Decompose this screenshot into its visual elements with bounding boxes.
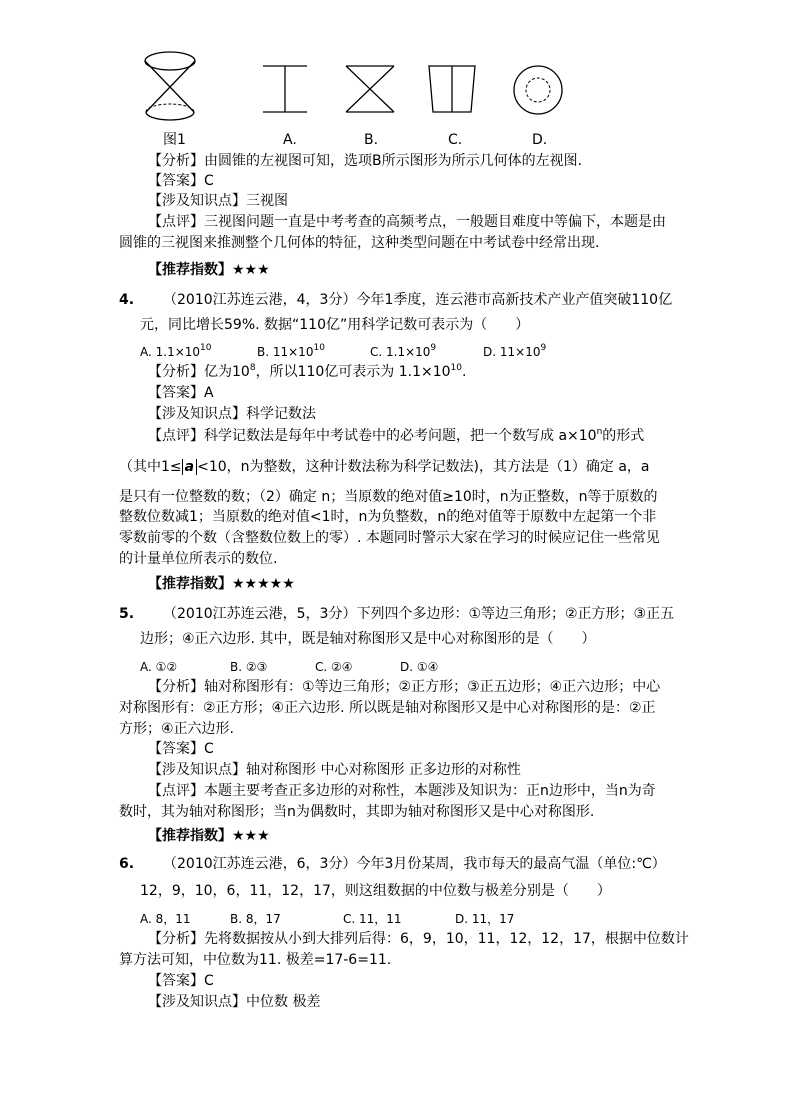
q4-option-d: D. $11\times 10^9$: [483, 343, 547, 359]
recommend-stars: ★★★: [232, 828, 270, 844]
q5-recommend: [148, 826, 270, 846]
figure-label-1: 图1: [163, 132, 186, 148]
option-a-figure-icon: [260, 62, 310, 122]
abs-value-a: a: [182, 459, 197, 475]
q3-comment-1: 【点评】三视图问题一直是中考考查的高频考点，一般题目难度中等偏下，本题是由: [148, 214, 666, 230]
q3-analysis: 【分析】由圆锥的左视图可知，选项B所示图形为所示几何体的左视图.: [148, 153, 583, 169]
q5-comment-1: 【点评】本题主要考查正多边形的对称性，本题涉及知识为：正n边形中，当n为奇: [148, 783, 656, 799]
q6-stem-1: （2010江苏连云港，6，3分）今年3月份某周，我市每天的最高气温（单位:℃）: [163, 856, 666, 872]
option-d-figure-icon: [510, 62, 566, 122]
q3-answer: 【答案】C: [148, 173, 214, 189]
q4-comment-6: 的计量单位所表示的数位.: [119, 551, 278, 567]
q4-comment-5: 零数前零的个数（含整数位数上的零）. 本题同时警示大家在学习的时候应记住一些常见: [119, 530, 660, 546]
q4-option-a: A. $1.1\times 10^{10}$: [140, 343, 212, 359]
q6-analysis-1: 【分析】先将数据按从小到大排列后得：6，9，10，11，12，12，17，根据中位数计: [148, 931, 689, 947]
q4-number: 4.: [119, 292, 135, 308]
q4-option-b: B. $11\times 10^{10}$: [257, 343, 325, 359]
q5-stem-2: 边形；④正六边形. 其中，既是轴对称图形又是中心对称图形的是（ ）: [140, 631, 596, 647]
q6-option-c: C. 11，11: [343, 912, 402, 926]
q4-knowledge: 【涉及知识点】科学记数法: [148, 406, 316, 422]
q4-comment-3: 是只有一位整数的数；（2）确定 n；当原数的绝对值≥10时，n为正整数，n等于原数的: [119, 489, 658, 505]
q3-recommend: [148, 260, 270, 280]
q4-stem-1: （2010江苏连云港，4，3分）今年1季度，连云港市高新技术产业产值突破110亿: [163, 292, 673, 308]
q6-analysis-2: 算方法可知，中位数为11. 极差=17-6=11.: [119, 952, 392, 968]
q5-knowledge: 【涉及知识点】轴对称图形 中心对称图形 正多边形的对称性: [148, 762, 521, 778]
q6-option-d: D. 11，17: [455, 912, 515, 926]
q3-knowledge: 【涉及知识点】三视图: [148, 193, 288, 209]
q4-comment-1: 【点评】科学记数法是每年中考试卷中的必考问题，把一个数写成 $a\times 10^n$的形式: [148, 427, 645, 444]
q6-option-b: B. 8，17: [230, 912, 281, 926]
q3-comment-2: 圆锥的三视图来推测整个几何体的特征，这种类型问题在中考试卷中经常出现.: [119, 235, 600, 251]
option-b-figure-icon: [342, 62, 398, 122]
q4-comment-2: （其中1≤ a <10，n为整数，这种计数法称为科学记数法)，其方法是（1）确定 a，a: [119, 459, 650, 475]
recommend-label: 【推荐指数】: [148, 828, 232, 844]
q5-analysis-3: 方形；④正六边形.: [119, 721, 235, 737]
q6-stem-2: 12，9，10，6，11，12，17，则这组数据的中位数与极差分别是（ ）: [140, 883, 611, 899]
figure-label-c: C.: [448, 132, 463, 148]
q5-number: 5.: [119, 606, 135, 622]
figure-cone-icon: [140, 50, 200, 125]
q5-stem-1: （2010江苏连云港，5，3分）下列四个多边形：①等边三角形；②正方形；③正五: [163, 606, 675, 622]
recommend-label: 【推荐指数】: [148, 262, 232, 278]
figure-label-d: D.: [532, 132, 548, 148]
q4-option-c: C. $1.1\times 10^9$: [370, 343, 437, 359]
q4-analysis: 【分析】亿为$10^8$，所以110亿可表示为 $1.1\times 10^{10}$.: [148, 363, 467, 380]
q6-number: 6.: [119, 856, 135, 872]
q6-option-a: A. 8，11: [140, 912, 191, 926]
q5-comment-2: 数时，其为轴对称图形；当n为偶数时，其即为轴对称图形又是中心对称图形.: [119, 804, 595, 820]
q4-recommend: [148, 574, 295, 594]
recommend-label: 【推荐指数】: [148, 576, 232, 592]
figure-label-b: B.: [364, 132, 379, 148]
q6-answer: 【答案】C: [148, 973, 214, 989]
q5-analysis-2: 对称图形有：②正方形；④正六边形. 所以既是轴对称图形又是中心对称图形的是：②正: [119, 700, 656, 716]
q5-analysis-1: 【分析】轴对称图形有：①等边三角形；②正方形；③正五边形；④正六边形；中心: [148, 679, 661, 695]
recommend-stars: ★★★: [232, 262, 270, 278]
q5-option-a: A. ①②: [140, 660, 178, 674]
figure-label-a: A.: [283, 132, 297, 148]
q5-option-c: C. ②④: [315, 660, 353, 674]
q5-option-d: D. ①④: [400, 660, 439, 674]
q4-comment-4: 整数位数减1；当原数的绝对值<1时，n为负整数，n的绝对值等于原数中左起第一个非: [119, 509, 657, 525]
q5-option-b: B. ②③: [230, 660, 268, 674]
recommend-stars: ★★★★★: [232, 576, 295, 592]
q6-knowledge: 【涉及知识点】中位数 极差: [148, 994, 321, 1010]
q5-answer: 【答案】C: [148, 741, 214, 757]
q4-stem-2: 元，同比增长59%. 数据“110亿”用科学记数可表示为（ ）: [140, 317, 530, 333]
option-c-figure-icon: [424, 62, 480, 122]
q4-answer: 【答案】A: [148, 385, 214, 401]
